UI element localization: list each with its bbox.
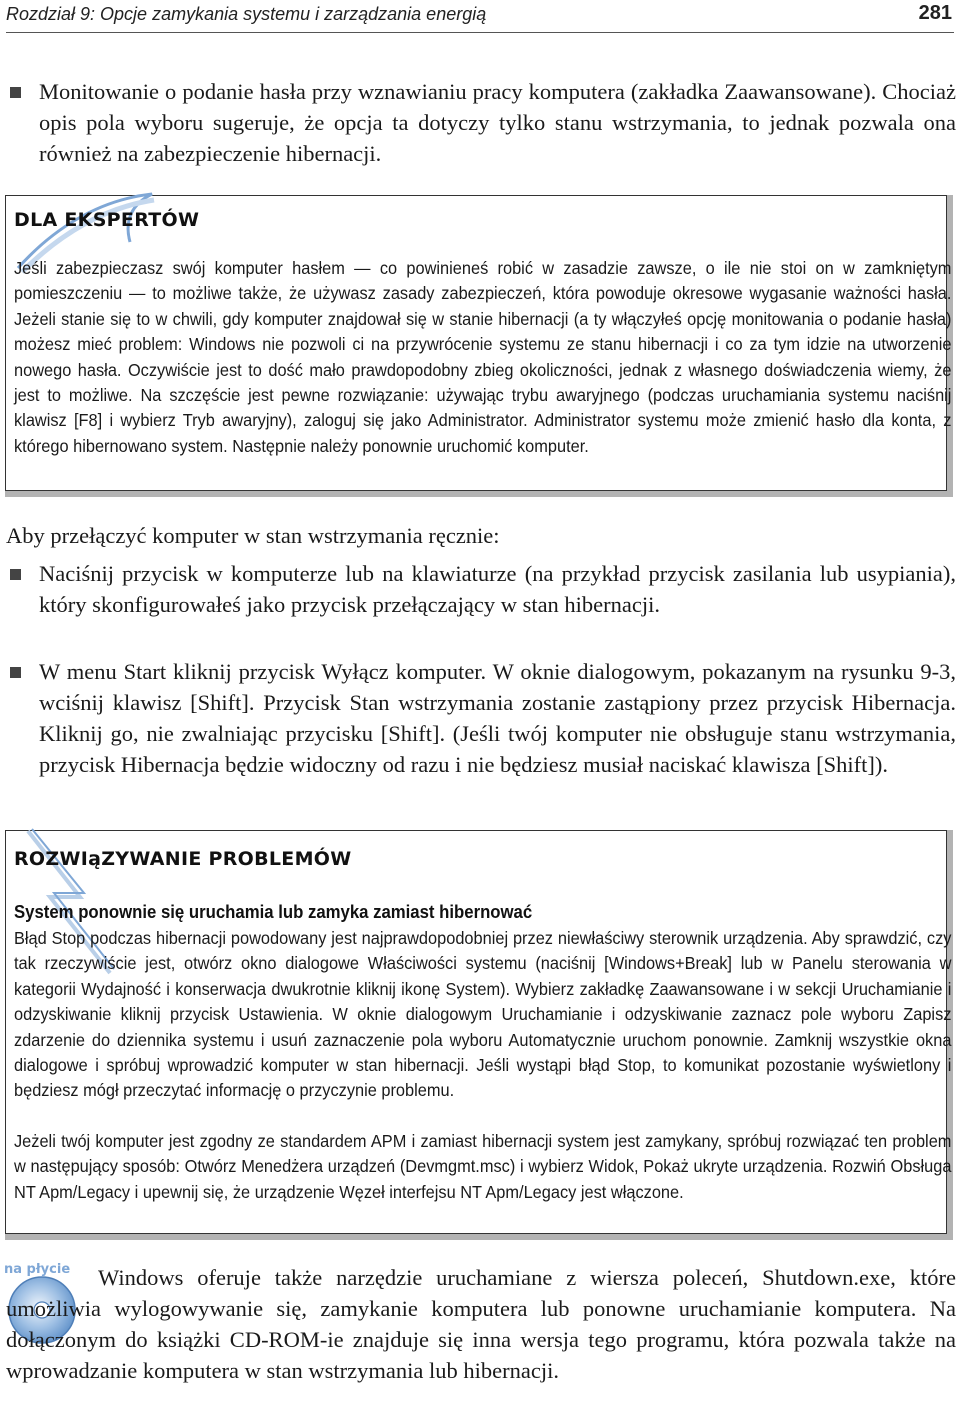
- trouble-subheading: System ponownie się uruchamia lub zamyka zamiast hibernować: [14, 902, 533, 922]
- chapter-title: Rozdział 9: Opcje zamykania systemu i zarządzania energią: [6, 4, 487, 24]
- cd-note-text: Windows oferuje także narzędzie uruchamiane z wiersza poleceń, Shutdown.exe, które umożliwia wylogowywanie się, zamykanie komputera lub ponowne uruchamianie komputera. Na dołączonym do książki CD-ROM-ie znajduje się inna wersja tego programu, która pozwala także na wprowadzanie komputera w stan wstrzymania lub hibernacji.: [6, 1265, 956, 1383]
- list-item: [6, 656, 956, 780]
- trouble-paragraph: Jeżeli twój komputer jest zgodny ze standardem APM i zamiast hibernacji system jest zamykany, spróbuj rozwiązać ten problem w następujący sposób: Otwórz Menedżera urządzeń (Devmgmt.msc) i wybierz Widok, Pokaż ukryte urządzenia. Rozwiń Obsługa NT Apm/Legacy i upewnij się, że urządzenie Węzeł interfejsu NT Apm/Legacy jest włączone.: [14, 1131, 952, 1202]
- trouble-heading: ROZWIąZYWANIE PROBLEMÓW: [14, 848, 352, 870]
- trouble-paragraph: Błąd Stop podczas hibernacji powodowany jest najprawdopodobniej przez niewłaściwy sterownik urządzenia. Aby sprawdzić, czy tak rzeczywiście jest, otwórz okno dialogowe Właściwości systemu (naciśnij [Windows+Break] lub w Panelu sterowania w kategorii Wydajność i konserwacja dwukrotnie kliknij ikonę System). Wybierz zakładkę Zaawansowane i w sekcji Uruchamianie i odzyskiwanie kliknij przycisk Ustawienia. W oknie dialogowym Uruchamianie i odzyskiwanie zaznacz pole wyboru Zapisz zdarzenie do dziennika systemu i usuń zaznaczenie pola wyboru Automatycznie uruchom ponownie. Zamknij wszystkie okna dialogowe i spróbuj wprowadzić komputer w stan hibernacji. Jeśli wystąpi błąd Stop, to komunikat pozostanie wyświetlony i będziesz mógł przeczytać informację o przyczynie problemu.: [14, 928, 952, 1101]
- step-text: W menu Start kliknij przycisk Wyłącz komputer. W oknie dialogowym, pokazanym na rysunku 9-3, wciśnij klawisz [Shift]. Przycisk Stan wstrzymania zostanie zastąpiony przez przycisk Hibernacja. Kliknij go, nie zwalniając przycisku [Shift]. (Jeśli twój komputer nie obsługuje stanu wstrzymania, przycisk Hibernacja będzie widoczny od razu i nie będziesz musiał naciskać klawisza [Shift]).: [39, 659, 956, 777]
- page-header: [6, 0, 954, 33]
- bullet-square-icon: [10, 667, 21, 678]
- expert-text: Jeśli zabezpieczasz swój komputer hasłem — co powinieneś robić w zasadzie zawsze, o ile nie stoi on w zamkniętym pomieszczeniu — to możliwe także, że używasz zasady zabezpieczeń, która powoduje okresowe wygasanie ważności hasła. Jeżeli stanie się to w chwili, gdy komputer znajdował się w stanie hibernacji (a ty włączyłeś opcję monitowania o podanie hasła) możesz mieć problem: Windows nie pozwoli ci na przywrócenie systemu ze stanu hibernacji i co za tym idzie na utworzenie nowego hasła. Oczywiście jest to dość mało prawdopodobny zbieg okoliczności, jednak z własnego doświadczenia wiemy, że jest to możliwe. Na szczęście jest pewne rozwiązanie: używając trybu awaryjnego (podczas uruchamiania systemu naciśnij klawisz [F8] i wybierz Tryb awaryjny), zaloguj się jako Administrator. Administrator systemu może zmienić hasło dla konta, z którego hibernowano system. Następnie należy ponownie uruchomić komputer.: [14, 258, 952, 456]
- list-item: [6, 558, 956, 620]
- intro-text: Aby przełączyć komputer w stan wstrzymania ręcznie:: [6, 523, 500, 548]
- bullet-square-icon: [10, 569, 21, 580]
- page-number: 281: [918, 2, 952, 24]
- expert-heading: DLA EKSPERTÓW: [14, 209, 200, 231]
- step-text: Naciśnij przycisk w komputerze lub na klawiaturze (na przykład przycisk zasilania lub usypiania), który skonfigurowałeś jako przycisk przełączający w stan hibernacji.: [39, 561, 956, 617]
- list-item: [6, 76, 956, 169]
- troubleshooting-box: [5, 830, 953, 1240]
- bullet-text: Monitowanie o podanie hasła przy wznawianiu pracy komputera (zakładka Zaawansowane). Chociaż opis pola wyboru sugeruje, że opcja ta dotyczy tylko stanu wstrzymania, to jednak pozwala ona również na zabezpieczenie hibernacji.: [39, 79, 956, 166]
- cd-badge-label: na płycie: [4, 1262, 71, 1277]
- expert-box: [5, 195, 953, 497]
- bullet-square-icon: [10, 87, 21, 98]
